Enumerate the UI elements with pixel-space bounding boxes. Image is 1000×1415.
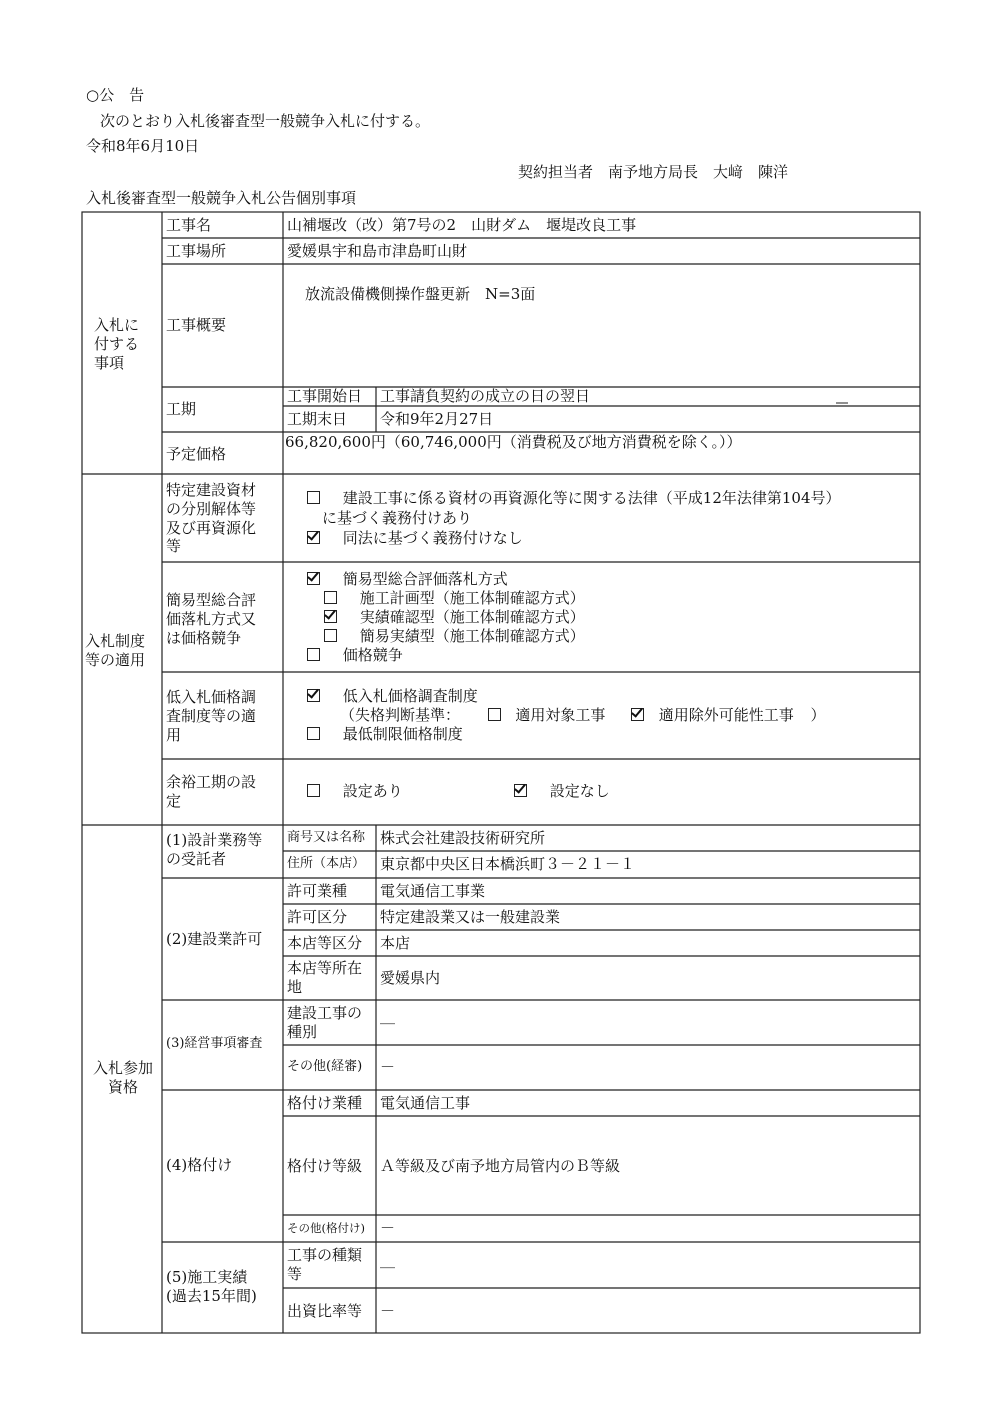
permit-class-label: 許可区分 (287, 908, 348, 926)
eval-option-simple: 簡易型総合評価落札方式 (307, 570, 508, 589)
permit-type-label: 許可業種 (287, 882, 348, 900)
table-title: 入札後審査型一般競争入札公告個別事項 (86, 189, 357, 207)
work-outline-label: 工事概要 (166, 316, 227, 334)
construction-permit-label: (2)建設業許可 (166, 930, 263, 948)
checkbox-icon (307, 572, 320, 585)
planned-price-value: 66,820,600円（60,746,000円（消費税及び地方消費税を除く。）） (285, 433, 742, 451)
section-title-bidding-items: 入札に 付する 事項 (94, 316, 140, 372)
recycle-option-yes-cont: に基づく義務付けあり (322, 509, 473, 527)
construction-record-label: (5)施工実績 (過去15年間) (166, 1268, 257, 1305)
section-title-bid-system: 入札制度 等の適用 (85, 632, 146, 669)
eval-option-price: 価格競争 (307, 646, 403, 665)
design-address-label: 住所（本店） (287, 856, 366, 871)
spare-period-label: 余裕工期の設 定 (166, 773, 257, 810)
checkbox-icon (488, 708, 501, 721)
contract-officer: 契約担当者 南予地方局長 大﨑 陳洋 (518, 163, 789, 181)
rating-type-label: 格付け業種 (287, 1094, 363, 1112)
branch-location-label: 本店等所在 地 (287, 959, 363, 996)
rating-grade-value: Ａ等級及び南予地方局管内のＢ等級 (380, 1157, 621, 1175)
low-bid-criteria: （失格判断基準： 適用対象工事 適用除外可能性工事 ） (340, 706, 826, 724)
checkbox-icon (307, 491, 320, 504)
notice-heading: ○公 告 (86, 86, 145, 104)
design-contractor-label: (1)設計業務等 の受託者 (166, 831, 263, 868)
record-kind-value: ＿ (380, 1252, 396, 1270)
notice-date: 令和8年6月10日 (86, 137, 200, 155)
low-bid-option-survey: 低入札価格調査制度 (307, 687, 478, 706)
checkbox-icon (307, 727, 320, 740)
design-name-label: 商号又は名称 (287, 830, 366, 845)
planned-price-label: 予定価格 (166, 445, 227, 463)
rating-other-label: その他(格付け) (287, 1221, 365, 1235)
investment-ratio-value: － (380, 1302, 396, 1320)
start-date-label: 工事開始日 (287, 387, 363, 405)
audit-other-label: その他(経審) (287, 1059, 363, 1074)
spare-option-no: 設定なし (514, 782, 610, 801)
work-place-label: 工事場所 (166, 242, 227, 260)
checkbox-icon (307, 648, 320, 661)
audit-kind-label: 建設工事の 種別 (287, 1004, 363, 1041)
design-name-value: 株式会社建設技術研究所 (380, 829, 546, 847)
rating-grade-label: 格付け等級 (287, 1157, 363, 1175)
management-review-label: (3)経営事項審査 (166, 1036, 263, 1051)
checkbox-icon (324, 591, 337, 604)
low-bid-label: 低入札価格調 査制度等の適 用 (166, 688, 257, 744)
eval-option-plan: 施工計画型（施工体制確認方式） (324, 589, 585, 608)
spare-option-yes: 設定あり (307, 782, 403, 801)
checkbox-icon (324, 629, 337, 642)
eval-method-label: 簡易型総合評 価落札方式又 は価格競争 (166, 591, 257, 647)
permit-class-value: 特定建設業又は一般建設業 (380, 908, 561, 926)
permit-type-value: 電気通信工事業 (380, 882, 486, 900)
checkbox-icon (631, 708, 644, 721)
work-name-label: 工事名 (166, 216, 212, 234)
rating-other-value: － (380, 1219, 396, 1237)
investment-ratio-label: 出資比率等 (287, 1302, 363, 1320)
period-label: 工期 (166, 400, 197, 418)
branch-class-value: 本店 (380, 934, 411, 952)
eval-option-simple-record: 簡易実績型（施工体制確認方式） (324, 627, 585, 646)
recycle-option-no: 同法に基づく義務付けなし (307, 529, 523, 548)
record-kind-label: 工事の種類 等 (287, 1246, 363, 1283)
work-outline-value: 放流設備機側操作盤更新 N=3面 (305, 285, 536, 303)
recycle-label: 特定建設資材 の分別解体等 及び再資源化 等 (166, 481, 257, 556)
checkbox-icon (324, 610, 337, 623)
eval-option-record: 実績確認型（施工体制確認方式） (324, 608, 585, 627)
checkbox-icon (307, 784, 320, 797)
start-date-value: 工事請負契約の成立の日の翌日 (380, 387, 591, 405)
branch-location-value: 愛媛県内 (380, 969, 441, 987)
audit-kind-value: ＿ (380, 1008, 396, 1026)
audit-other-value: － (380, 1058, 396, 1076)
recycle-option-yes: 建設工事に係る資材の再資源化等に関する法律（平成12年法律第104号） (307, 489, 841, 508)
work-place-value: 愛媛県宇和島市津島町山財 (287, 242, 468, 260)
design-address-value: 東京都中央区日本橋浜町３－２１－１ (380, 855, 636, 873)
work-name-value: 山補堰改（改）第7号の2 山財ダム 堰堤改良工事 (287, 216, 637, 234)
checkbox-icon (307, 689, 320, 702)
end-date-value: 令和9年2月27日 (380, 410, 494, 428)
branch-class-label: 本店等区分 (287, 934, 363, 952)
checkbox-icon (307, 531, 320, 544)
low-bid-option-min: 最低制限価格制度 (307, 725, 463, 744)
rating-label: (4)格付け (166, 1156, 233, 1174)
checkbox-icon (514, 784, 527, 797)
rating-type-value: 電気通信工事 (380, 1094, 471, 1112)
intro-text: 次のとおり入札後審査型一般競争入札に付する。 (100, 112, 431, 130)
end-date-label: 工期末日 (287, 410, 348, 428)
section-title-qualifications: 入札参加 資格 (92, 1059, 153, 1096)
